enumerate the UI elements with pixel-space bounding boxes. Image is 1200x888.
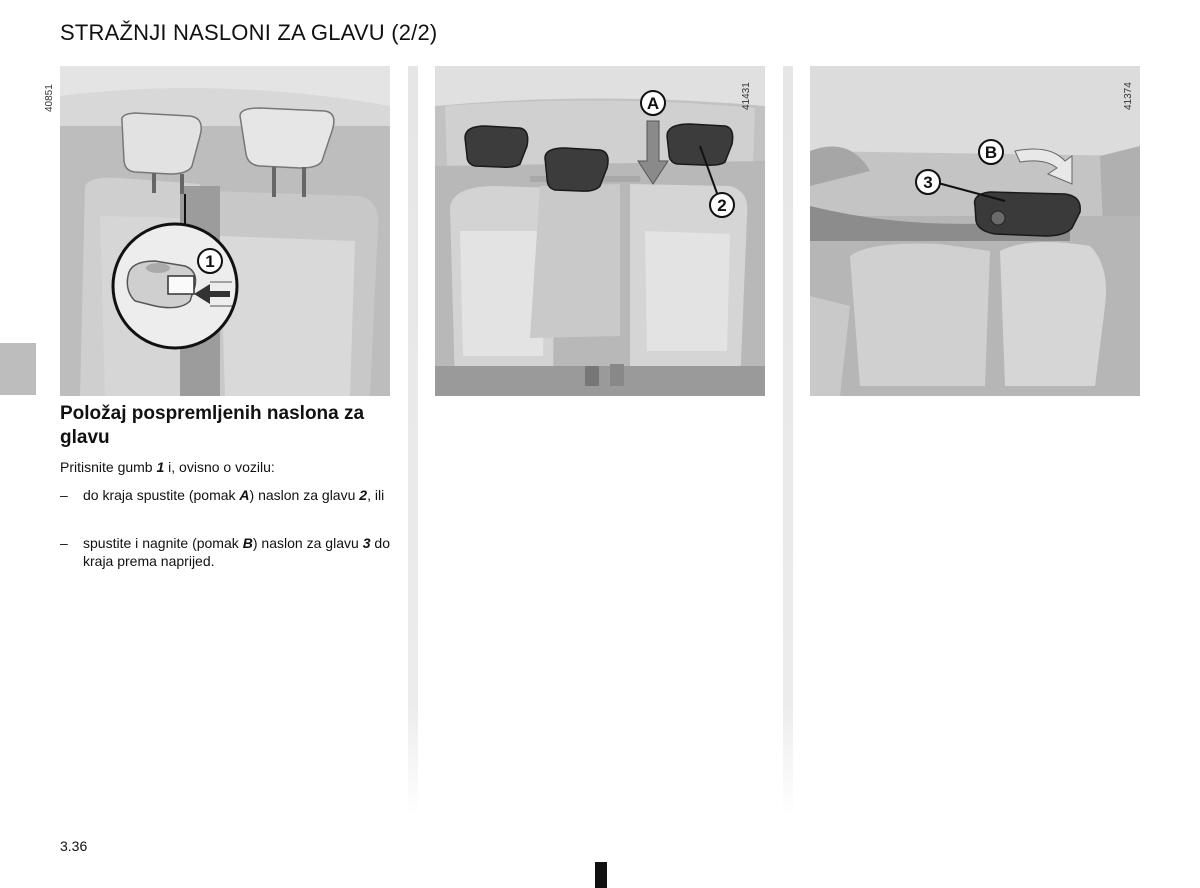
ref-A: A (239, 487, 250, 503)
figure-headrest-tilted (810, 66, 1140, 396)
page-edge-marker (595, 862, 607, 888)
list-dash: – (60, 535, 68, 551)
page-number: 3.36 (60, 838, 88, 854)
column-divider (408, 66, 418, 816)
text-run: do kraja spustite (pomak (83, 487, 240, 503)
section-heading: Položaj pospremljenih naslona za glavu (60, 403, 365, 448)
callout-3: 3 (923, 173, 933, 192)
figure-headrest-lowered (435, 66, 765, 396)
list-item-text (83, 534, 390, 570)
text-run: spustite i nagnite (pomak (83, 535, 243, 551)
column-divider (783, 66, 793, 816)
text-run: Pritisnite gumb (60, 459, 157, 475)
list-item (60, 486, 390, 522)
callout-1: 1 (205, 252, 215, 271)
text-run: ) naslon za glavu (252, 535, 363, 551)
figure-1-illustration (60, 66, 390, 396)
ref-3: 3 (362, 535, 371, 551)
text-run: do kraja prema naprijed. (83, 535, 391, 569)
ref-B: B (242, 535, 253, 551)
figure-code: 41374 (1123, 82, 1134, 110)
ref-2: 2 (359, 487, 368, 503)
page-title: STRAŽNJI NASLONI ZA GLAVU (2/2) (60, 20, 438, 45)
intro-paragraph (60, 458, 390, 476)
text-run: i, ovisno o vozilu: (164, 459, 275, 475)
text-run: , ili (367, 487, 385, 503)
figure-headrest-button (60, 66, 390, 396)
figure-3-illustration (810, 66, 1140, 396)
chapter-tab (0, 343, 36, 395)
list-item-text (83, 486, 390, 504)
figure-code: 41431 (741, 82, 752, 110)
callout-A: A (646, 94, 660, 113)
callout-2: 2 (717, 196, 727, 215)
ref-1: 1 (156, 459, 165, 475)
figure-code: 40851 (44, 84, 55, 112)
list-dash: – (60, 487, 68, 503)
figure-2-illustration (435, 66, 765, 396)
callout-B: B (984, 143, 998, 162)
text-run: ) naslon za glavu (249, 487, 360, 503)
list-item (60, 534, 390, 570)
